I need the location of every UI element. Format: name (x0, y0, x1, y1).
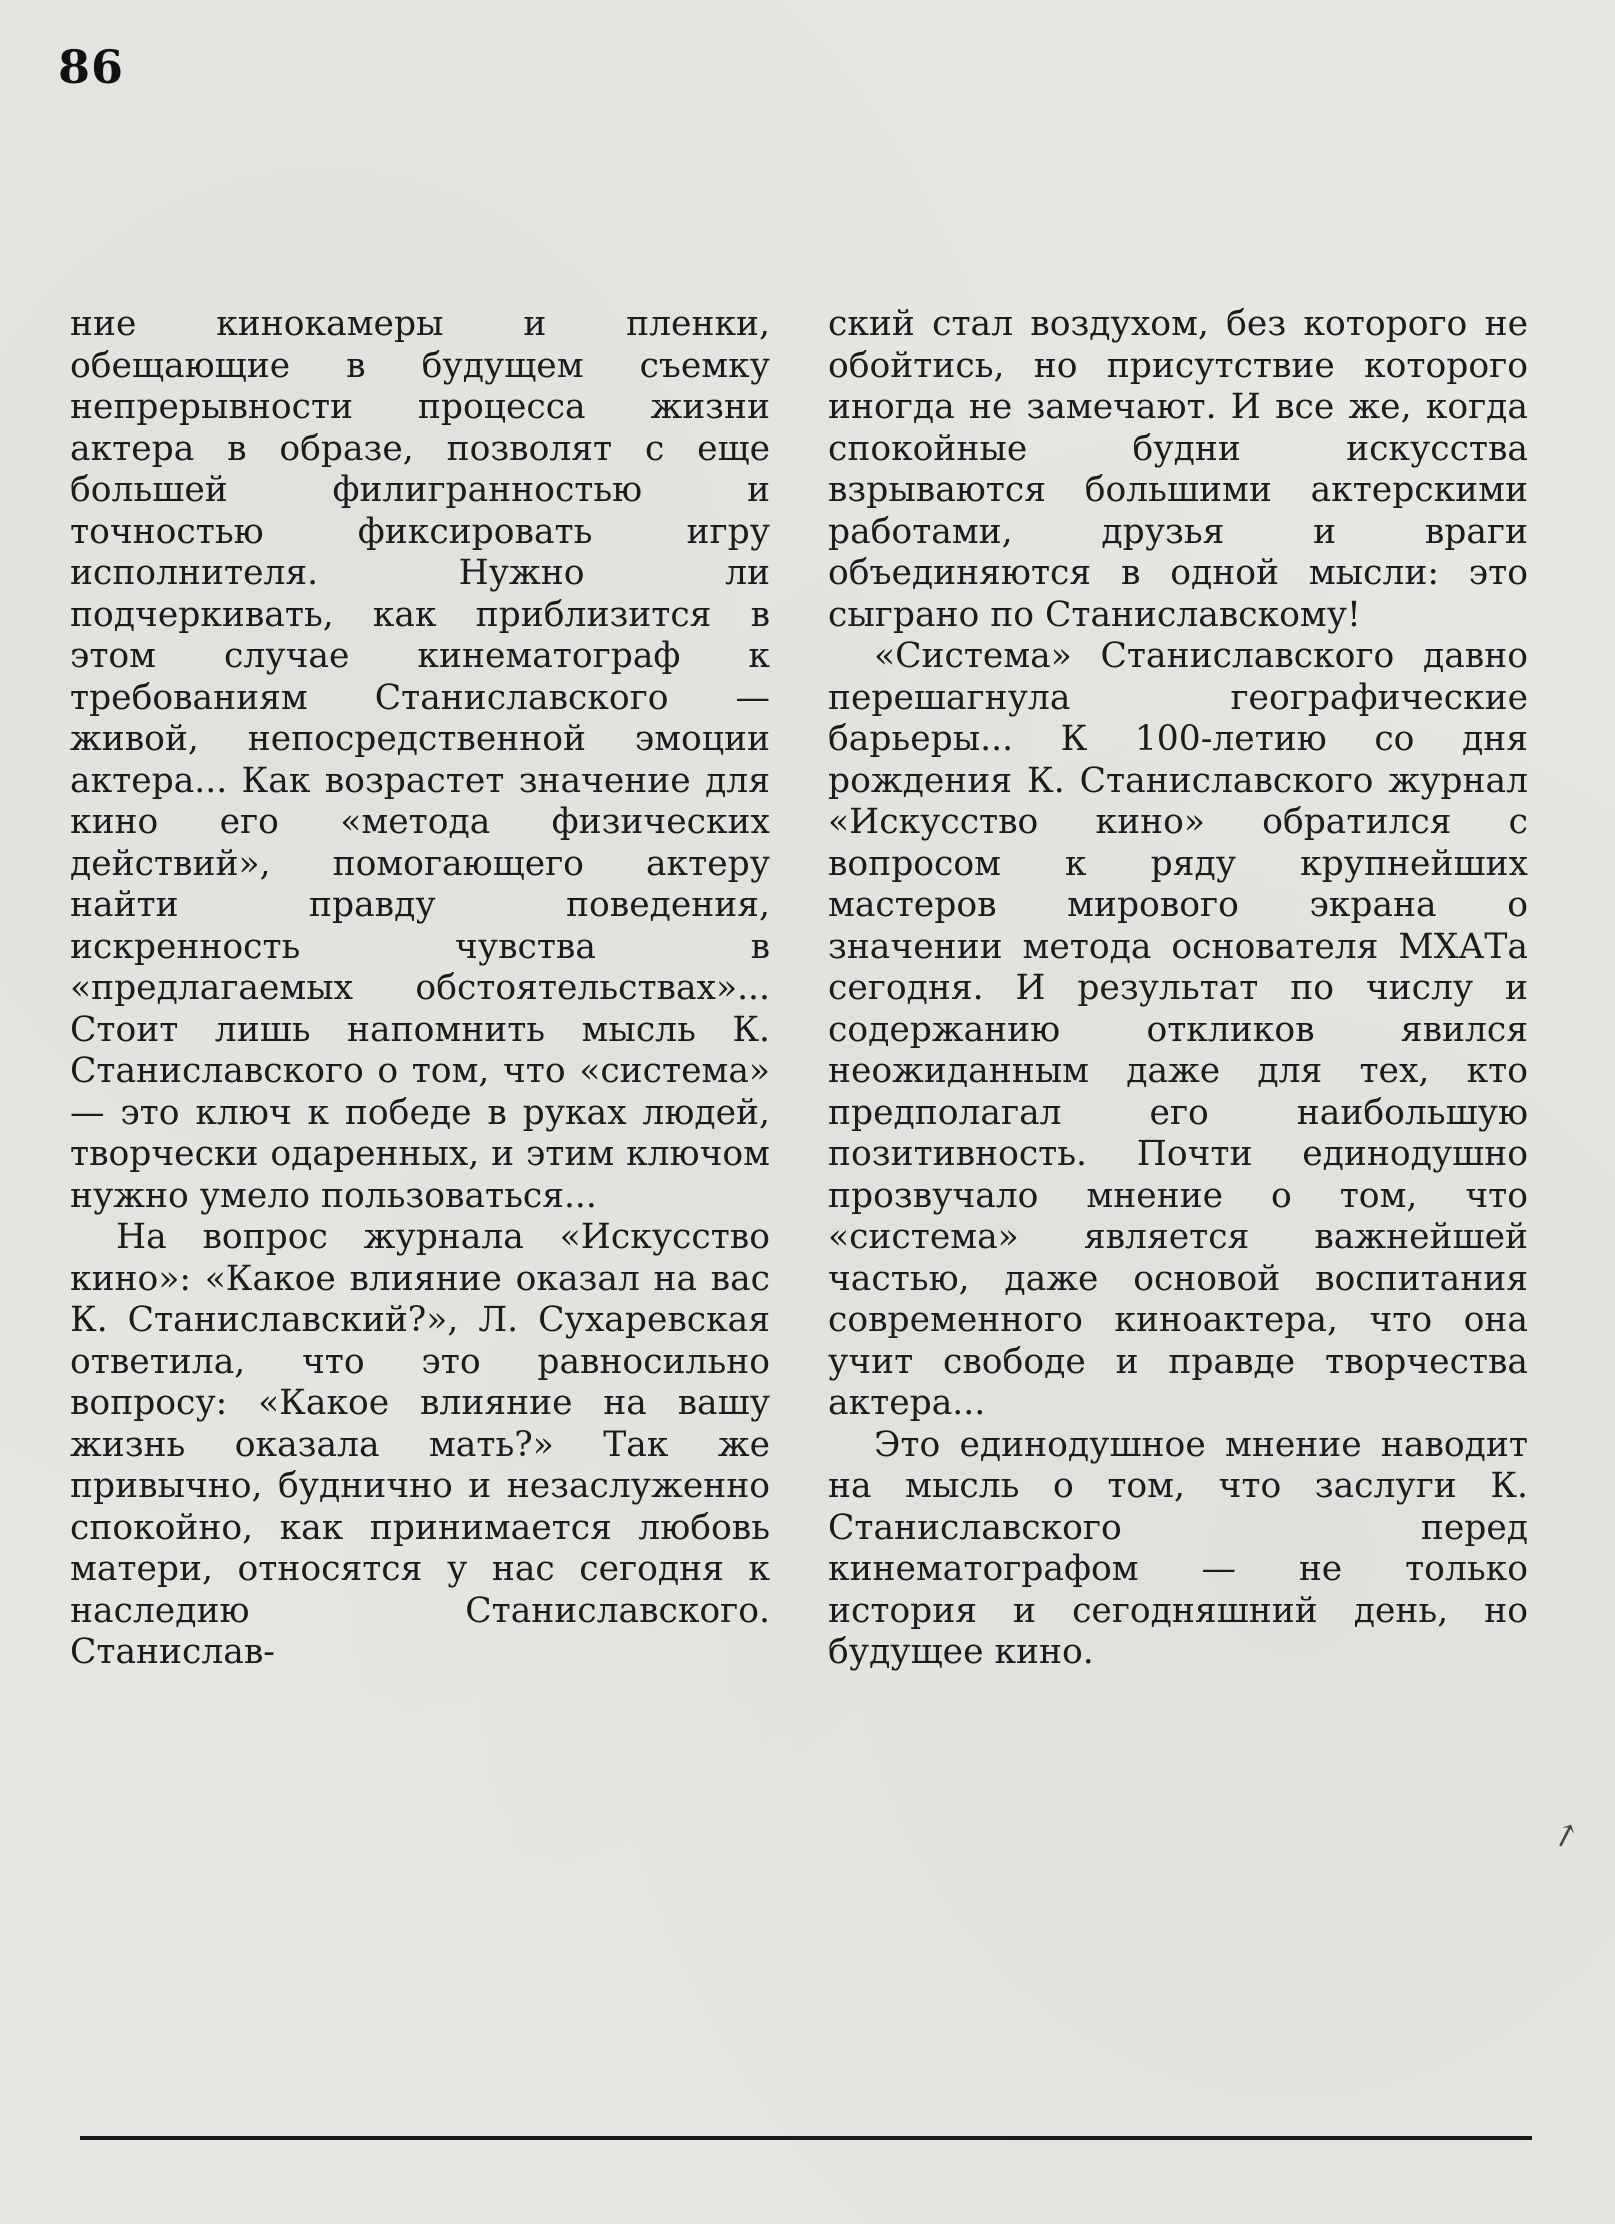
pencil-mark-icon: ↗ (1546, 1812, 1585, 1858)
left-column (70, 304, 770, 1674)
paragraph: Это единодушное мнение наводит на мысль о том, что заслуги К. Станиславского перед кинематографом — не только история и сегодняшний день, но будущее кино. (828, 1424, 1528, 1672)
bottom-rule (80, 2136, 1532, 2140)
paragraph: «Система» Станиславского давно перешагнула географические барьеры... К 100-летию со дня рождения К. Станиславского журнал «Искусство кино» обратился с вопросом к ряду крупнейших мастеров мирового экрана о значении метода основателя МХАТа сегодня. И результат по числу и содержанию откликов явился неожиданным даже для тех, кто предполагал его наибольшую позитивность. Почти единодушно прозвучало мнение о том, что «система» является важнейшей частью, даже основой воспитания современного киноактера, что она учит свободе и правде творчества актера... (828, 636, 1528, 1423)
paragraph: ский стал воздухом, без которого не обойтись, но присутствие которого иногда не замечают. И все же, когда спокойные будни искусства взрываются большими актерскими работами, друзья и враги объединяются в одной мысли: это сыграно по Станиславскому! (828, 304, 1528, 635)
right-column (828, 304, 1528, 1674)
paragraph: На вопрос журнала «Искусство кино»: «Какое влияние оказал на вас К. Станиславский?», Л. Сухаревская ответила, что это равносильно вопросу: «Какое влияние на вашу жизнь оказала мать?» Так же привычно, буднично и незаслуженно спокойно, как принимается любовь матери, относятся у нас сегодня к наследию Станиславского. Станислав- (70, 1217, 770, 1672)
page-number: 86 (58, 40, 125, 94)
paragraph: ние кинокамеры и пленки, обещающие в будущем съемку непрерывности процесса жизни актера в образе, позволят с еще большей филигранностью и точностью фиксировать игру исполнителя. Нужно ли подчеркивать, как приблизится в этом случае кинематограф к требованиям Станиславского — живой, непосредственной эмоции актера... Как возрастет значение для кино его «метода физических действий», помогающего актеру найти правду поведения, искренность чувства в «предлагаемых обстоятельствах»... Стоит лишь напомнить мысль К. Станиславского о том, что «система» — это ключ к победе в руках людей, творчески одаренных, и этим ключом нужно умело пользоваться... (70, 304, 770, 1216)
